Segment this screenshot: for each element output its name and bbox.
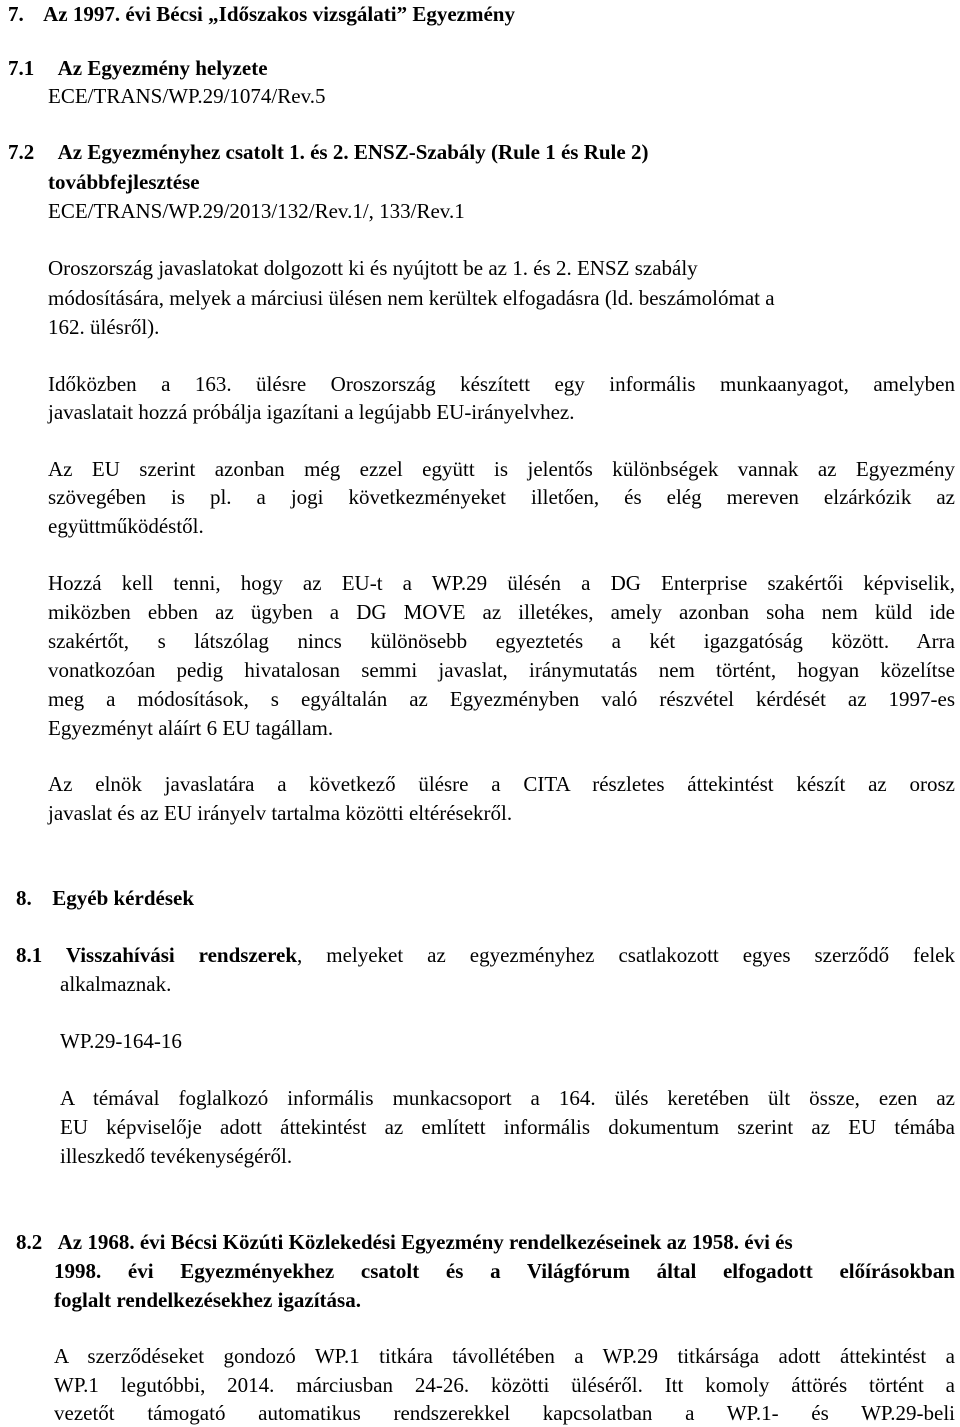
text-line: javaslat és az EU irányelv tartalma közötti eltérésekről. bbox=[48, 801, 513, 825]
text-line: együttműködéstől. bbox=[48, 514, 204, 538]
text-line: EU képviselője adott áttekintést az említett informális dokumentum szerint az EU témába bbox=[60, 1115, 955, 1139]
section-7-number: 7. bbox=[8, 2, 24, 26]
section-7-title: Az 1997. évi Bécsi „Időszakos vizsgálati” Egyezmény bbox=[43, 2, 515, 26]
text-line: Időközben a 163. ülésre Oroszország készített egy informális munkaanyagot, amelyben bbox=[48, 372, 955, 396]
subsection-8-2-title-line1: Az 1968. évi Bécsi Közúti Közlekedési Egyezmény rendelkezéseinek az 1958. évi és bbox=[57, 1230, 793, 1254]
text-line: Oroszország javaslatokat dolgozott ki és nyújtott be az 1. és 2. ENSZ szabály bbox=[48, 256, 698, 280]
subsection-8-2-title-line2: 1998. évi Egyezményekhez csatolt és a Világfórum által elfogadott előírásokban bbox=[54, 1259, 955, 1283]
subsection-8-2-number: 8.2 bbox=[16, 1230, 43, 1254]
subsection-7-1-number: 7.1 bbox=[8, 56, 35, 80]
text-line: Az EU szerint azonban még ezzel együtt is jelentős különbségek vannak az Egyezmény bbox=[48, 457, 955, 481]
text-line: vonatkozóan pedig hivatalosan semmi javaslat, iránymutatás nem történt, hogyan közelítse bbox=[48, 658, 955, 682]
text-line: miközben ebben az ügyben a DG MOVE az illetékes, amely azonban soha nem küld ide bbox=[48, 600, 955, 624]
text-line: Az elnök javaslatára a következő ülésre a CITA részletes áttekintést készít az orosz bbox=[48, 772, 955, 796]
text-line: szövegében is pl. a jogi következményeket illetően, és elég mereven elzárkózik az bbox=[48, 485, 955, 509]
subsection-8-1-reference: WP.29-164-16 bbox=[60, 1029, 182, 1053]
subsection-7-1-title: Az Egyezmény helyzete bbox=[57, 56, 268, 80]
text-line: 162. ülésről). bbox=[48, 315, 160, 339]
subsection-7-1-heading bbox=[8, 54, 268, 82]
text-line: A témával foglalkozó informális munkacsoport a 164. ülés keretében ült össze, ezen az bbox=[60, 1086, 955, 1110]
text-line: vezetőt támogató automatikus rendszerekkel kapcsolatban a WP.1- és WP.29-beli bbox=[54, 1401, 955, 1425]
text-line: módosítására, melyek a márciusi ülésen nem kerültek elfogadásra (ld. beszámolómat a bbox=[48, 286, 775, 310]
subsection-7-2-reference: ECE/TRANS/WP.29/2013/132/Rev.1/, 133/Rev.1 bbox=[48, 199, 465, 223]
subsection-7-2-heading bbox=[8, 138, 648, 166]
subsection-7-2-title-line2: továbbfejlesztése bbox=[48, 170, 200, 194]
text-line: javaslatait hozzá próbálja igazítani a legújabb EU-irányelvhez. bbox=[48, 400, 575, 424]
subsection-8-2-heading bbox=[16, 1228, 793, 1256]
text-line: Hozzá kell tenni, hogy az EU-t a WP.29 ülésén a DG Enterprise szakértői képviselik, bbox=[48, 571, 955, 595]
subsection-8-1-heading bbox=[16, 941, 955, 969]
text-line: WP.1 legutóbbi, 2014. márciusban 24-26. közötti üléséről. Itt komoly áttörés történt a bbox=[54, 1373, 955, 1397]
text-line: Egyezményt aláírt 6 EU tagállam. bbox=[48, 716, 334, 740]
section-8-number: 8. bbox=[16, 886, 32, 910]
text-line: illeszkedő tevékenységéről. bbox=[60, 1144, 293, 1168]
section-8-title: Egyéb kérdések bbox=[52, 886, 194, 910]
text-line: szakértőt, s látszólag nincs különösebb egyeztetés a két igazgatóság között. Arra bbox=[48, 629, 955, 653]
subsection-8-1-title-rest: , melyeket az egyezményhez csatlakozott egyes szerződő felek bbox=[297, 943, 955, 967]
subsection-7-2-title-line1: Az Egyezményhez csatolt 1. és 2. ENSZ-Szabály (Rule 1 és Rule 2) bbox=[57, 140, 649, 164]
subsection-7-2-number: 7.2 bbox=[8, 140, 35, 164]
subsection-8-2-title-line3: foglalt rendelkezésekhez igazítása. bbox=[54, 1288, 361, 1312]
section-7-heading bbox=[8, 0, 515, 28]
section-8-heading bbox=[16, 884, 194, 912]
subsection-8-1-title-line2: alkalmaznak. bbox=[60, 972, 172, 996]
subsection-8-1-title: 8.1 Visszahívási rendszerek bbox=[16, 943, 298, 967]
text-line: meg a módosítások, s egyáltalán az Egyezményben való részvétel kérdését az 1997-es bbox=[48, 687, 955, 711]
text-line: A szerződéseket gondozó WP.1 titkára távollétében a WP.29 titkársága adott áttekintést a bbox=[54, 1344, 955, 1368]
subsection-7-1-reference: ECE/TRANS/WP.29/1074/Rev.5 bbox=[48, 84, 326, 108]
